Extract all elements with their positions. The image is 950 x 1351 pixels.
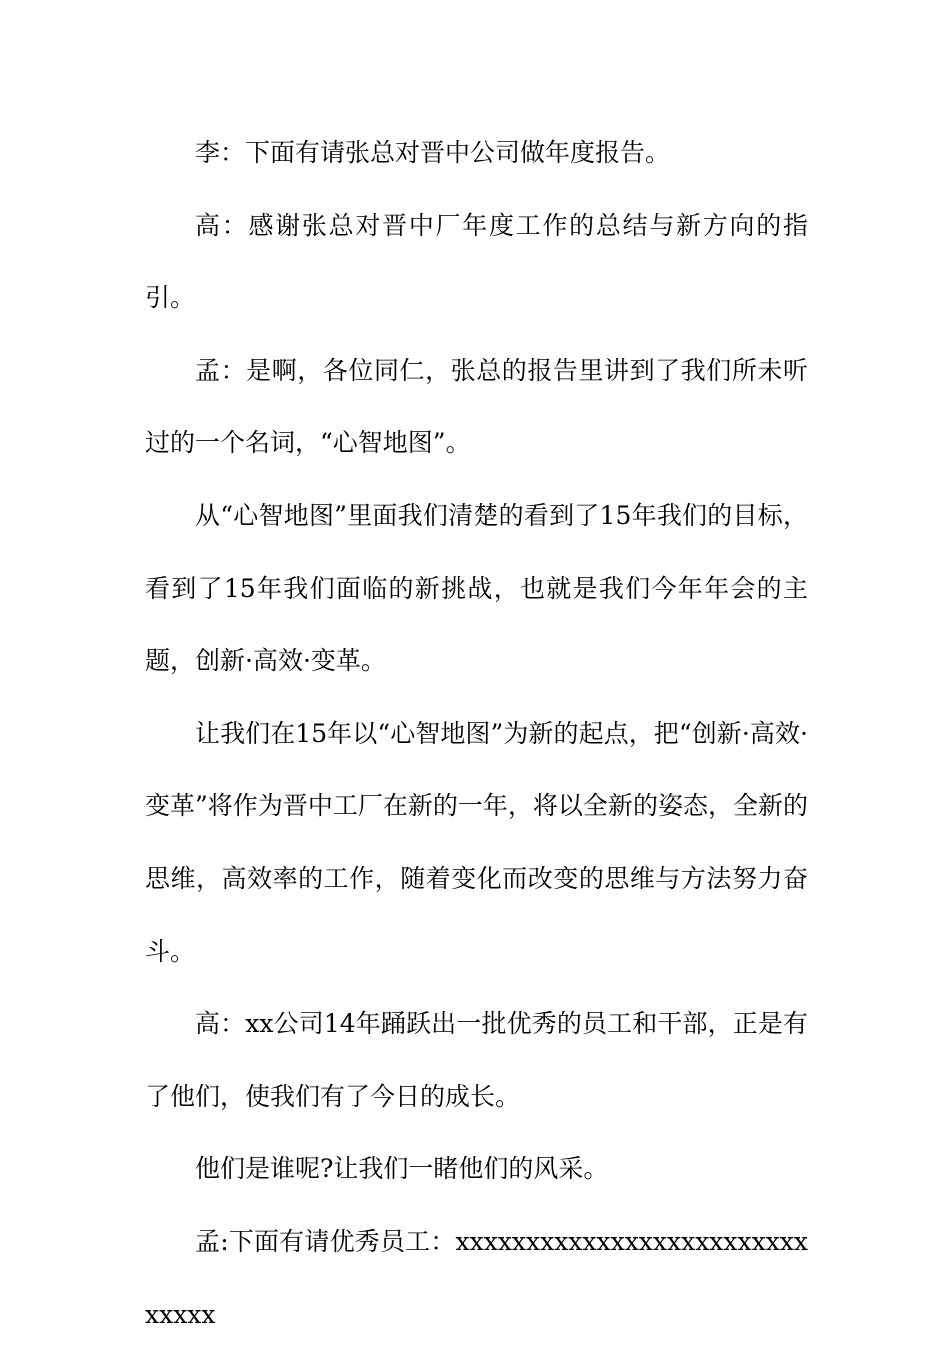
paragraph-new-start: 让我们在15年以“心智地图”为新的起点，把“创新·高效·变革”将作为晋中工厂在新的一年，将以全新的姿态，全新的思维，高效率的工作，随着变化而改变的思维与方法努力奋斗。: [145, 718, 808, 966]
paragraph-gao-thanks: 高：感谢张总对晋中厂年度工作的总结与新方向的指引。: [145, 210, 808, 313]
paragraph-gao-staff: 高：xx公司14年踊跃出一批优秀的员工和干部，正是有了他们，使我们有了今日的成长。: [145, 1009, 808, 1111]
paragraph-goals-theme: 从“心智地图”里面我们清楚的看到了15年我们的目标，看到了15年我们面临的新挑战，也就是我们今年年会的主题，创新·高效·变革。: [145, 500, 808, 676]
paragraph-meng-excellent-staff: 孟:下面有请优秀员工：xxxxxxxxxxxxxxxxxxxxxxxxxxxxxx: [145, 1226, 808, 1329]
document-body: [145, 117, 808, 1351]
paragraph-li-intro: 李：下面有请张总对晋中公司做年度报告。: [195, 138, 671, 167]
paragraph-who-are-they: 他们是谁呢?让我们一睹他们的风采。: [195, 1154, 609, 1184]
paragraph-meng-mind-map: 孟：是啊，各位同仁，张总的报告里讲到了我们所未听过的一个名词，“心智地图”。: [145, 355, 808, 458]
